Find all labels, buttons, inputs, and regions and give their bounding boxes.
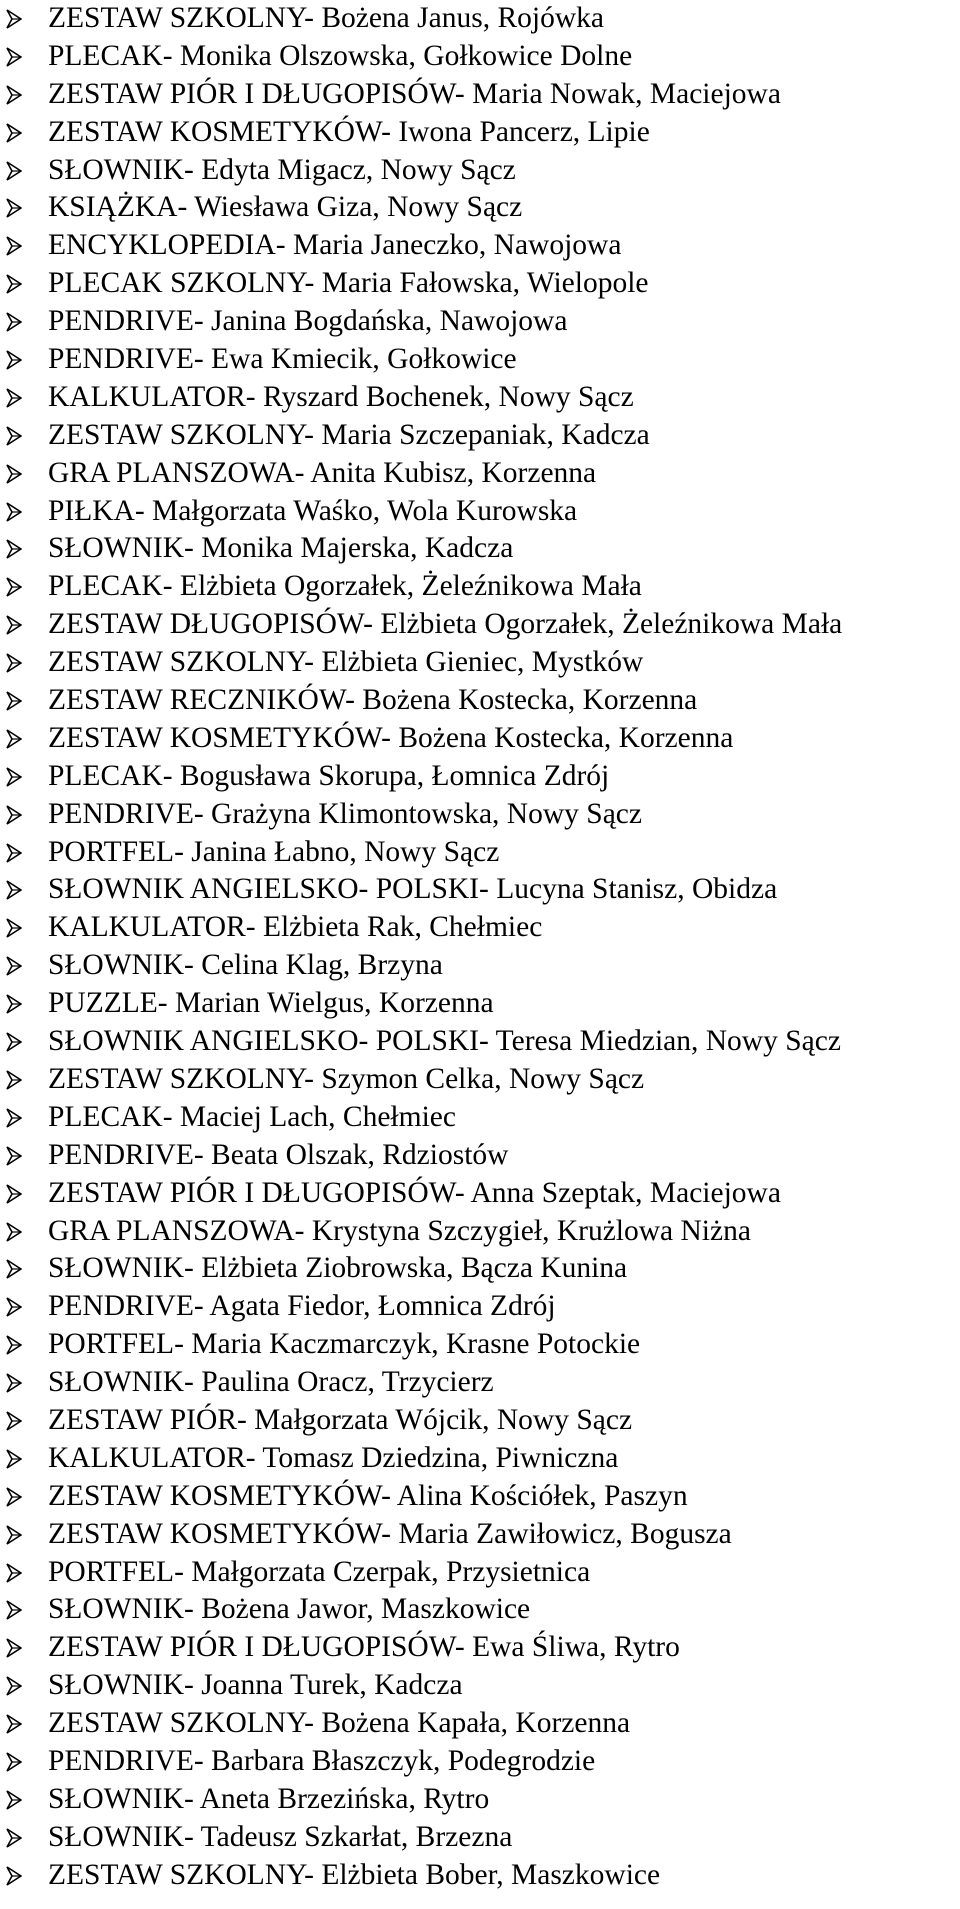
list-item (0, 720, 960, 758)
list-item (0, 38, 960, 76)
arrowhead-bullet-icon (0, 303, 48, 341)
list-item-text: ZESTAW SZKOLNY- Szymon Celka, Nowy Sącz (48, 1062, 645, 1095)
arrowhead-bullet-icon (0, 1250, 48, 1288)
list-item-text: PLECAK- Elżbieta Ogorzałek, Żeleźnikowa Mała (48, 570, 642, 603)
list-item (0, 341, 960, 379)
list-item-text: ZESTAW SZKOLNY- Bożena Kapała, Korzenna (48, 1707, 631, 1740)
list-item (0, 1061, 960, 1099)
list-item-text: ZESTAW KOSMETYKÓW- Bożena Kostecka, Korzenna (48, 721, 734, 754)
list-item (0, 1478, 960, 1516)
list-item-text: SŁOWNIK ANGIELSKO- POLSKI- Lucyna Stanisz, Obidza (48, 873, 778, 906)
arrowhead-bullet-icon (0, 758, 48, 796)
list-item (0, 644, 960, 682)
list-item (0, 455, 960, 493)
list-item-text: PENDRIVE- Grażyna Klimontowska, Nowy Sącz (48, 797, 642, 830)
list-item (0, 796, 960, 834)
arrowhead-bullet-icon (0, 720, 48, 758)
arrowhead-bullet-icon (0, 76, 48, 114)
list-item (0, 1288, 960, 1326)
list-item (0, 1629, 960, 1667)
list-item (0, 985, 960, 1023)
list-item (0, 1099, 960, 1137)
list-item (0, 1364, 960, 1402)
list-item-text: SŁOWNIK- Elżbieta Ziobrowska, Bącza Kunina (48, 1252, 628, 1285)
list-item-text: PENDRIVE- Agata Fiedor, Łomnica Zdrój (48, 1290, 556, 1323)
arrowhead-bullet-icon (0, 265, 48, 303)
arrowhead-bullet-icon (0, 1326, 48, 1364)
arrowhead-bullet-icon (0, 834, 48, 872)
arrowhead-bullet-icon (0, 1629, 48, 1667)
arrowhead-bullet-icon (0, 606, 48, 644)
list-item (0, 265, 960, 303)
list-item-text: KALKULATOR- Tomasz Dziedzina, Piwniczna (48, 1441, 619, 1474)
list-item-text: SŁOWNIK- Monika Majerska, Kadcza (48, 532, 514, 565)
list-item-text: PUZZLE- Marian Wielgus, Korzenna (48, 987, 494, 1020)
list-item-text: ZESTAW PIÓR I DŁUGOPISÓW- Ewa Śliwa, Rytro (48, 1631, 680, 1664)
list-item-text: KALKULATOR- Ryszard Bochenek, Nowy Sącz (48, 380, 634, 413)
arrowhead-bullet-icon (0, 341, 48, 379)
arrowhead-bullet-icon (0, 1061, 48, 1099)
list-item-text: ZESTAW PIÓR I DŁUGOPISÓW- Maria Nowak, Maciejowa (48, 77, 781, 110)
list-item-text: GRA PLANSZOWA- Anita Kubisz, Korzenna (48, 456, 597, 489)
arrowhead-bullet-icon (0, 379, 48, 417)
list-item-text: SŁOWNIK- Tadeusz Szkarłat, Brzezna (48, 1820, 513, 1853)
list-item (0, 1326, 960, 1364)
arrowhead-bullet-icon (0, 0, 48, 38)
list-item (0, 1402, 960, 1440)
list-item (0, 493, 960, 531)
list-item-text: PORTFEL- Małgorzata Czerpak, Przysietnica (48, 1555, 591, 1588)
list-item (0, 758, 960, 796)
arrowhead-bullet-icon (0, 455, 48, 493)
list-item (0, 871, 960, 909)
arrowhead-bullet-icon (0, 1516, 48, 1554)
list-item (0, 1819, 960, 1857)
arrowhead-bullet-icon (0, 152, 48, 190)
arrowhead-bullet-icon (0, 1023, 48, 1061)
arrowhead-bullet-icon (0, 189, 48, 227)
list-item (0, 682, 960, 720)
list-item-text: PENDRIVE- Barbara Błaszczyk, Podegrodzie (48, 1744, 596, 1777)
list-item (0, 303, 960, 341)
list-item-text: SŁOWNIK- Aneta Brzezińska, Rytro (48, 1782, 490, 1815)
arrowhead-bullet-icon (0, 1402, 48, 1440)
arrowhead-bullet-icon (0, 1288, 48, 1326)
arrowhead-bullet-icon (0, 417, 48, 455)
arrowhead-bullet-icon (0, 947, 48, 985)
arrowhead-bullet-icon (0, 1591, 48, 1629)
list-item (0, 909, 960, 947)
list-item (0, 947, 960, 985)
arrowhead-bullet-icon (0, 493, 48, 531)
list-item (0, 1554, 960, 1592)
list-item (0, 0, 960, 38)
list-item-text: ZESTAW SZKOLNY- Bożena Janus, Rojówka (48, 2, 604, 34)
list-item (0, 1175, 960, 1213)
arrowhead-bullet-icon (0, 1478, 48, 1516)
arrowhead-bullet-icon (0, 227, 48, 265)
arrowhead-bullet-icon (0, 1175, 48, 1213)
arrowhead-bullet-icon (0, 1364, 48, 1402)
list-item (0, 1213, 960, 1251)
list-item-text: SŁOWNIK- Paulina Oracz, Trzycierz (48, 1366, 494, 1399)
list-item (0, 834, 960, 872)
list-item (0, 1667, 960, 1705)
arrowhead-bullet-icon (0, 871, 48, 909)
arrowhead-bullet-icon (0, 1554, 48, 1592)
list-item-text: ZESTAW PIÓR- Małgorzata Wójcik, Nowy Sącz (48, 1403, 633, 1436)
list-item (0, 379, 960, 417)
arrowhead-bullet-icon (0, 1099, 48, 1137)
list-item-text: KALKULATOR- Elżbieta Rak, Chełmiec (48, 911, 543, 944)
list-item-text: PLECAK- Bogusława Skorupa, Łomnica Zdrój (48, 759, 610, 792)
arrowhead-bullet-icon (0, 682, 48, 720)
list-item-text: ZESTAW KOSMETYKÓW- Alina Kościółek, Paszyn (48, 1479, 688, 1512)
arrowhead-bullet-icon (0, 1137, 48, 1175)
arrowhead-bullet-icon (0, 796, 48, 834)
list-item (0, 1591, 960, 1629)
list-item (0, 76, 960, 114)
list-item (0, 152, 960, 190)
arrowhead-bullet-icon (0, 1213, 48, 1251)
list-item (0, 1023, 960, 1061)
list-item-text: KSIĄŻKA- Wiesława Giza, Nowy Sącz (48, 191, 523, 224)
list-item (0, 1516, 960, 1554)
arrowhead-bullet-icon (0, 985, 48, 1023)
arrowhead-bullet-icon (0, 1667, 48, 1705)
arrowhead-bullet-icon (0, 1781, 48, 1819)
arrowhead-bullet-icon (0, 568, 48, 606)
list-item-text: ZESTAW SZKOLNY- Maria Szczepaniak, Kadcza (48, 418, 650, 451)
list-item (0, 1857, 960, 1895)
arrowhead-bullet-icon (0, 1743, 48, 1781)
list-item-text: PIŁKA- Małgorzata Waśko, Wola Kurowska (48, 494, 578, 527)
list-item (0, 1137, 960, 1175)
arrowhead-bullet-icon (0, 1440, 48, 1478)
list-item (0, 189, 960, 227)
list-item (0, 227, 960, 265)
list-item-text: PENDRIVE- Ewa Kmiecik, Gołkowice (48, 343, 517, 376)
list-item-text: ENCYKLOPEDIA- Maria Janeczko, Nawojowa (48, 229, 622, 262)
list-item-text: PLECAK SZKOLNY- Maria Fałowska, Wielopole (48, 267, 649, 300)
list-item (0, 1781, 960, 1819)
list-item-text: PORTFEL- Janina Łabno, Nowy Sącz (48, 835, 500, 868)
arrowhead-bullet-icon (0, 1857, 48, 1895)
list-item-text: SŁOWNIK ANGIELSKO- POLSKI- Teresa Miedzian, Nowy Sącz (48, 1025, 841, 1058)
list-item-text: PENDRIVE- Beata Olszak, Rdziostów (48, 1138, 509, 1171)
list-item-text: ZESTAW DŁUGOPISÓW- Elżbieta Ogorzałek, Żeleźnikowa Mała (48, 608, 843, 641)
list-item (0, 1440, 960, 1478)
list-item-text: ZESTAW RECZNIKÓW- Bożena Kostecka, Korzenna (48, 684, 698, 717)
list-item-text: GRA PLANSZOWA- Krystyna Szczygieł, Krużlowa Niżna (48, 1214, 751, 1247)
list-item (0, 1743, 960, 1781)
arrowhead-bullet-icon (0, 644, 48, 682)
arrowhead-bullet-icon (0, 1705, 48, 1743)
list-item (0, 1250, 960, 1288)
list-item (0, 1705, 960, 1743)
list-item-text: ZESTAW KOSMETYKÓW- Iwona Pancerz, Lipie (48, 115, 650, 148)
arrowhead-bullet-icon (0, 530, 48, 568)
list-item-text: PORTFEL- Maria Kaczmarczyk, Krasne Potockie (48, 1328, 641, 1361)
arrowhead-bullet-icon (0, 909, 48, 947)
list-item-text: PLECAK- Maciej Lach, Chełmiec (48, 1100, 456, 1133)
list-item-text: SŁOWNIK- Celina Klag, Brzyna (48, 949, 443, 982)
list-item (0, 530, 960, 568)
list-item (0, 606, 960, 644)
arrowhead-bullet-icon (0, 114, 48, 152)
list-item-text: ZESTAW SZKOLNY- Elżbieta Bober, Maszkowice (48, 1858, 661, 1891)
list-item (0, 114, 960, 152)
list-item-text: ZESTAW KOSMETYKÓW- Maria Zawiłowicz, Bogusza (48, 1517, 732, 1550)
list-item-text: SŁOWNIK- Edyta Migacz, Nowy Sącz (48, 153, 516, 186)
arrowhead-bullet-icon (0, 38, 48, 76)
list-item-text: SŁOWNIK- Bożena Jawor, Maszkowice (48, 1593, 531, 1626)
arrowhead-bullet-icon (0, 1819, 48, 1857)
list-item-text: PENDRIVE- Janina Bogdańska, Nawojowa (48, 305, 568, 338)
list-item-text: PLECAK- Monika Olszowska, Gołkowice Dolne (48, 39, 633, 72)
list-item (0, 417, 960, 455)
list-item-text: ZESTAW SZKOLNY- Elżbieta Gieniec, Mystków (48, 646, 644, 679)
list-item-text: SŁOWNIK- Joanna Turek, Kadcza (48, 1669, 463, 1702)
list-item (0, 568, 960, 606)
list-item-text: ZESTAW PIÓR I DŁUGOPISÓW- Anna Szeptak, Maciejowa (48, 1176, 781, 1209)
